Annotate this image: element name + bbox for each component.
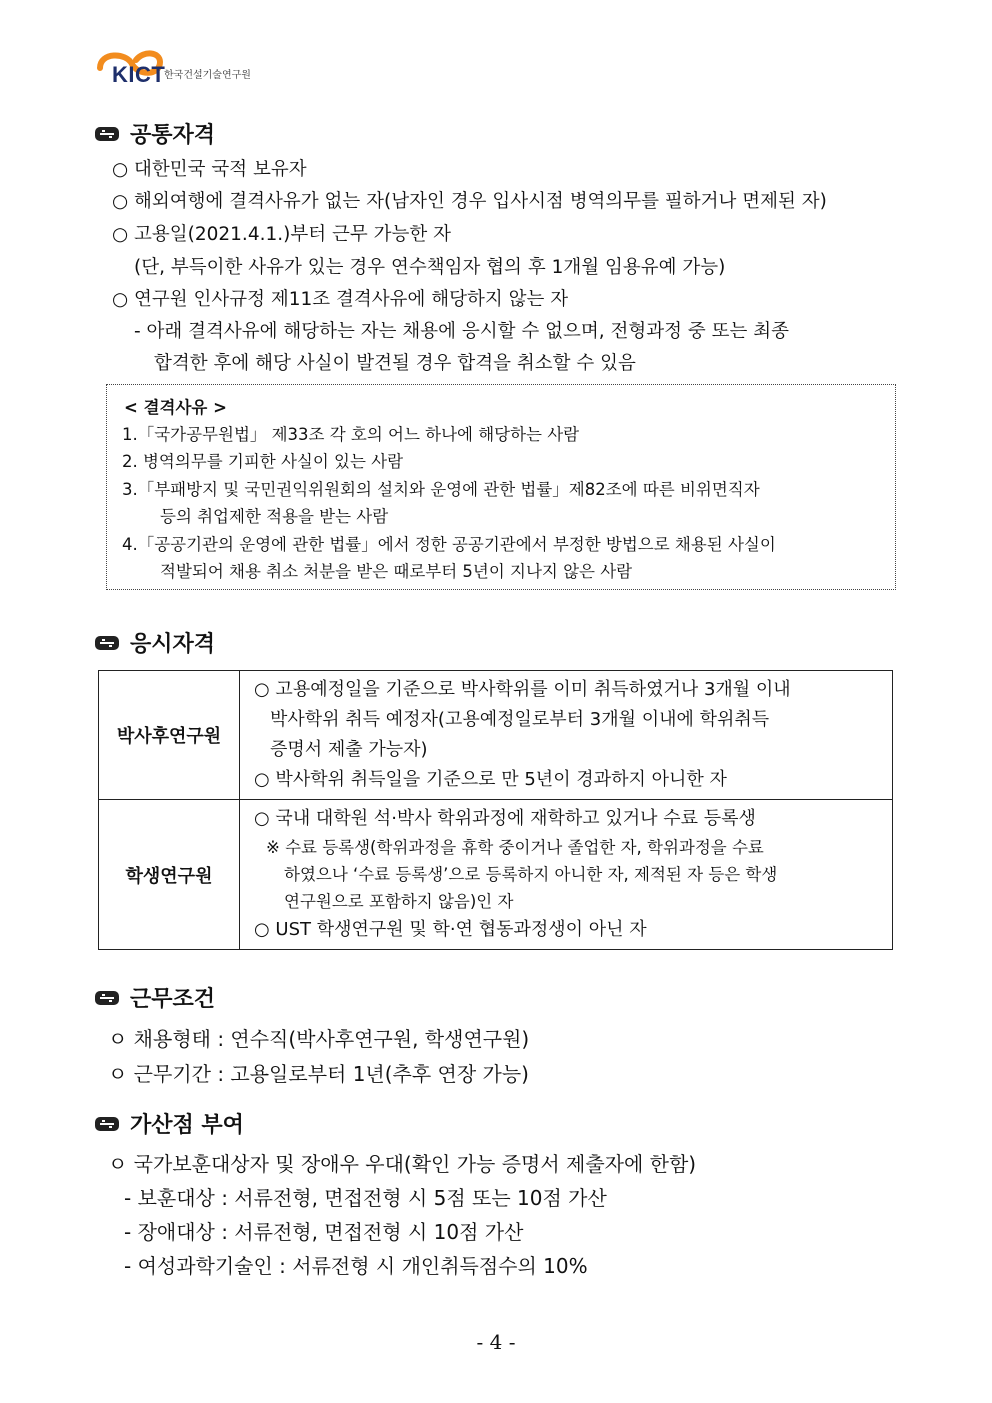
cell-line: 증명서 제출 가능자) <box>270 739 428 760</box>
common-item-4: ○ 연구원 인사규정 제11조 결격사유에 해당하지 않는 자 <box>112 289 569 310</box>
section-title-eligibility: 응시자격 <box>94 627 215 658</box>
bonus-item-4: - 여성과학기술인 : 서류전형 시 개인취득점수의 10% <box>124 1254 588 1278</box>
cell-note: ※ 수료 등록생(학위과정을 휴학 중이거나 졸업한 자, 학위과정을 수료 <box>266 838 764 857</box>
common-item-1: ○ 대한민국 국적 보유자 <box>112 159 307 180</box>
link-icon <box>94 125 120 143</box>
disqualification-item-2: 2. 병역의무를 기피한 사실이 있는 사람 <box>122 452 404 471</box>
conditions-item-2: ㅇ 근무기간 : 고용일로부터 1년(추후 연장 가능) <box>108 1062 529 1086</box>
disqualification-item-1: 1.「국가공무원법」 제33조 각 호의 어느 하나에 해당하는 사람 <box>122 425 580 444</box>
disqualification-item-4-cont: 적발되어 채용 취소 처분을 받은 때로부터 5년이 지나지 않은 사람 <box>160 562 633 581</box>
bonus-item-1: ㅇ 국가보훈대상자 및 장애우 우대(확인 가능 증명서 제출자에 한함) <box>108 1152 697 1176</box>
table-row <box>99 671 893 800</box>
cell-note: 연구원으로 포함하지 않음)인 자 <box>284 892 514 911</box>
common-item-4-sub: - 아래 결격사유에 해당하는 자는 채용에 응시할 수 없으며, 전형과정 중 또는 최종 <box>134 321 789 342</box>
bonus-item-3: - 장애대상 : 서류전형, 면접전형 시 10점 가산 <box>124 1220 524 1244</box>
page-number: - 4 - <box>476 1330 516 1354</box>
row-label: 박사후연구원 <box>99 671 240 800</box>
section-title-conditions: 근무조건 <box>94 982 215 1013</box>
common-item-4-sub-cont: 합격한 후에 해당 사실이 발견될 경우 합격을 취소할 수 있음 <box>154 353 636 374</box>
disqualification-title: < 결격사유 > <box>124 398 227 417</box>
table-row <box>99 800 893 950</box>
cell-note: 하였으나 ‘수료 등록생’으로 등록하지 아니한 자, 제적된 자 등은 학생 <box>284 865 778 884</box>
section-title-common: 공통자격 <box>94 118 215 149</box>
disqualification-item-3: 3.「부패방지 및 국민권익위원회의 설치와 운영에 관한 법률」제82조에 따른 비위면직자 <box>122 480 760 499</box>
eligibility-table <box>98 670 893 950</box>
link-icon <box>94 1115 120 1133</box>
logo-subtitle: 한국건설기술연구원 <box>164 70 251 81</box>
disqualification-item-3-cont: 등의 취업제한 적용을 받는 사람 <box>160 507 389 526</box>
logo-text: KICT <box>112 62 166 87</box>
cell-line: ○ UST 학생연구원 및 학·연 협동과정생이 아닌 자 <box>254 919 647 940</box>
conditions-item-1: ㅇ 채용형태 : 연수직(박사후연구원, 학생연구원) <box>108 1027 530 1051</box>
link-icon <box>94 634 120 652</box>
row-label: 학생연구원 <box>99 800 240 950</box>
bonus-item-2: - 보훈대상 : 서류전형, 면접전형 시 5점 또는 10점 가산 <box>124 1186 607 1210</box>
section-title-bonus: 가산점 부여 <box>94 1108 244 1139</box>
link-icon <box>94 989 120 1007</box>
cell-line: ○ 국내 대학원 석·박사 학위과정에 재학하고 있거나 수료 등록생 <box>254 808 756 829</box>
common-item-3-note: (단, 부득이한 사유가 있는 경우 연수책임자 협의 후 1개월 임용유예 가능) <box>134 257 726 278</box>
common-item-2: ○ 해외여행에 결격사유가 없는 자(남자인 경우 입사시점 병역의무를 필하거나 면제된 자) <box>112 191 827 212</box>
disqualification-item-4: 4.「공공기관의 운영에 관한 법률」에서 정한 공공기관에서 부정한 방법으로 채용된 사실이 <box>122 535 776 554</box>
cell-line: ○ 박사학위 취득일을 기준으로 만 5년이 경과하지 아니한 자 <box>254 769 727 790</box>
cell-line: ○ 고용예정일을 기준으로 박사학위를 이미 취득하였거나 3개월 이내 <box>254 679 791 700</box>
common-item-3: ○ 고용일(2021.4.1.)부터 근무 가능한 자 <box>112 224 451 245</box>
cell-line: 박사학위 취득 예정자(고용예정일로부터 3개월 이내에 학위취득 <box>270 709 770 730</box>
